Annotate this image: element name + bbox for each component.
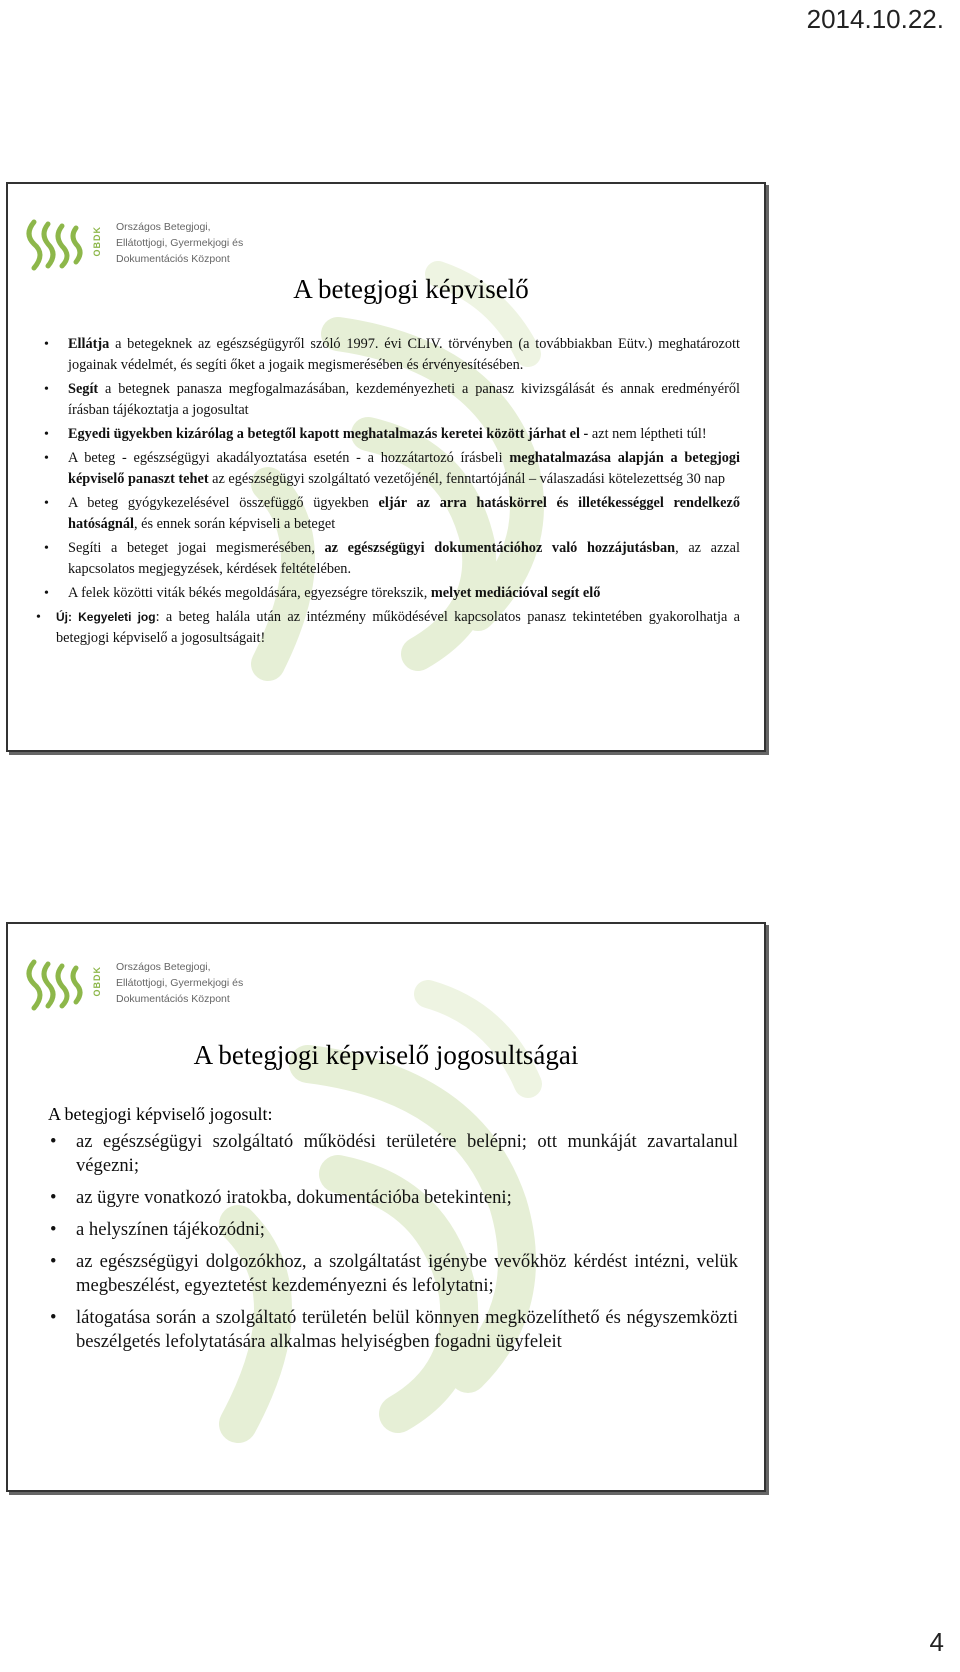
list-item: • Egyedi ügyekben kizárólag a betegtől kapott meghatalmazás keretei között járhat el - azt nem léptheti túl! (68, 424, 740, 445)
list-item: • Segíti a beteget jogai megismerésében, az egészségügyi dokumentációhoz való hozzájutásban, az azzal kapcsolatos megjegyzések, kérdések feltételében. (68, 538, 740, 580)
list-item: • Segít a betegnek panasza megfogalmazásában, kezdeményezheti a panasz kivizsgálását és annak eredményéről írásban tájékoztatja a jogosultat (68, 379, 740, 421)
page-date: 2014.10.22. (806, 4, 944, 34)
slide1-bullet-list (56, 334, 740, 652)
section-sign-icon (22, 954, 92, 1024)
logo-line-3: Dokumentációs Központ (116, 993, 230, 1005)
list-item: • a helyszínen tájékozódni; (76, 1218, 738, 1242)
list-item: • Új: Kegyeleti jog: a beteg halála után az intézmény működésével kapcsolatos panasz tekintetében gyakorolhatja a betegjogi képviselő a jogosultságait! (56, 607, 740, 649)
slide2-subtitle: A betegjogi képviselő jogosult: (48, 1104, 273, 1124)
logo-vertical-text: OBDK (92, 226, 102, 257)
list-item: • látogatása során a szolgáltató területén belül könnyen megközelíthető és négyszemközti beszélgetés lefolytatására alkalmas helyiségben fogadni ügyfeleit (76, 1306, 738, 1354)
list-item: • az egészségügyi szolgáltató működési területére belépni; ott munkáját zavartalanul végezni; (76, 1130, 738, 1178)
obdk-logo (22, 954, 272, 1024)
slide-betegjogi-kepviselo (6, 182, 766, 752)
logo-line-2: Ellátottjogi, Gyermekjogi és (116, 237, 244, 249)
logo-line-2: Ellátottjogi, Gyermekjogi és (116, 977, 244, 989)
list-item: • Ellátja a betegeknek az egészségügyről szóló 1997. évi CLIV. törvényben (a továbbiakban Eütv.) meghatározott jogainak védelmét, és segíti őket a jogaik megismerésében és érvényesítésében. (68, 334, 740, 376)
slide1-title: A betegjogi képviselő (293, 274, 529, 304)
logo-line-1: Országos Betegjogi, (116, 961, 211, 973)
slide2-bullet-list (76, 1130, 738, 1362)
list-item: • A felek közötti viták békés megoldására, egyezségre törekszik, melyet mediációval segít elő (68, 583, 740, 604)
logo-line-1: Országos Betegjogi, (116, 221, 211, 233)
page-number: 4 (929, 1627, 944, 1657)
list-item: • A beteg - egészségügyi akadályoztatása esetén - a hozzátartozó írásbeli meghatalmazása alapján a betegjogi képviselő panaszt tehet az egészségügyi szolgáltató vezetőjénél, fenntartójánál – válaszadási kötelezettség 30 nap (68, 448, 740, 490)
list-item: • az egészségügyi dolgozókhoz, a szolgáltatást igénybe vevőkhöz kérdést intézni, velük megbeszélést, egyeztetést kezdeményezni és lefolytatni; (76, 1250, 738, 1298)
slide2-title: A betegjogi képviselő jogosultságai (193, 1040, 579, 1070)
slide-betegjogi-jogosultsagai (6, 922, 766, 1492)
logo-vertical-text: OBDK (92, 966, 102, 997)
list-item: • az ügyre vonatkozó iratokba, dokumentációba betekinteni; (76, 1186, 738, 1210)
logo-line-3: Dokumentációs Központ (116, 253, 230, 265)
list-item: • A beteg gyógykezelésével összefüggő ügyekben eljár az arra hatáskörrel és illetékességgel rendelkező hatóságnál, és ennek során képviseli a beteget (68, 493, 740, 535)
